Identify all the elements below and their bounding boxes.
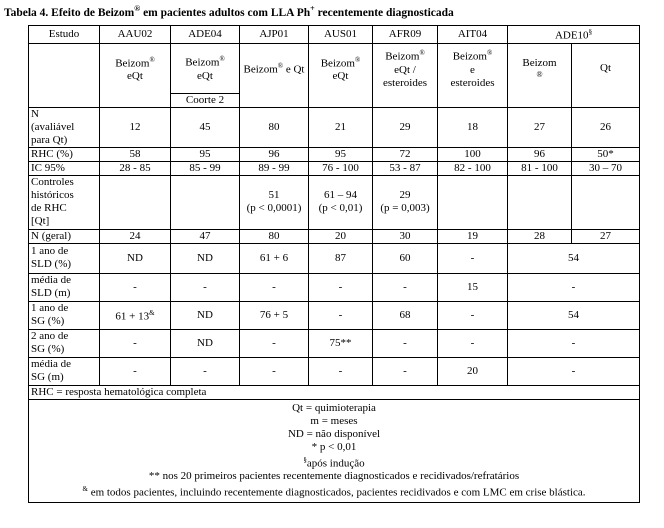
- caption-text: recentemente diagnosticada: [314, 7, 454, 19]
- cell-value: 54: [508, 301, 640, 329]
- arm-cell: [240, 43, 309, 93]
- row-label-line: (avaliável: [31, 120, 75, 133]
- cell-value: -: [100, 273, 171, 301]
- cell-value: ND: [171, 329, 240, 357]
- blank-cell: [438, 93, 508, 107]
- row-label-line: SG (%): [31, 315, 65, 328]
- cell-value: 19: [438, 229, 508, 243]
- arm-text: Beizom: [320, 57, 355, 70]
- arm-text: eQt: [197, 69, 213, 82]
- cell-value: 95: [171, 147, 240, 161]
- header-study-ade10: [508, 26, 640, 44]
- row-label-line: [Qt]: [31, 215, 50, 228]
- caption-text: em pacientes adultos com LLA Ph: [140, 7, 311, 19]
- blank-cell: [29, 43, 100, 93]
- cell-value: 68: [373, 301, 438, 329]
- cell-value: [100, 301, 171, 329]
- cell-value: 81 - 100: [508, 161, 572, 175]
- cell-value: -: [373, 273, 438, 301]
- row-label-line: 1 ano de: [31, 245, 69, 258]
- cell-line: (p = 0,003): [380, 202, 430, 215]
- arm-text: Beizom: [452, 50, 487, 63]
- row-label: [29, 107, 100, 147]
- arm-text: Qt: [600, 61, 611, 74]
- cell-value: 50*: [572, 147, 640, 161]
- row-label-line: para Qt): [31, 133, 68, 146]
- cell-value: 45: [171, 107, 240, 147]
- footnote-row: [29, 399, 640, 502]
- cell-line: (p < 0,01): [318, 202, 363, 215]
- blank-cell: [240, 93, 309, 107]
- cell-value: 29: [373, 107, 438, 147]
- cell-value: 26: [572, 107, 640, 147]
- cell-line: 61 – 94: [324, 189, 357, 202]
- blank-cell: [572, 175, 640, 229]
- table-row: [29, 243, 640, 273]
- row-label-line: média de: [31, 274, 72, 287]
- footnotes: [29, 399, 640, 502]
- reg-mark: ®: [219, 55, 225, 64]
- row-label-line: Controles: [31, 176, 74, 189]
- row-label-line: 2 ano de: [31, 330, 69, 343]
- cell-value: 76 + 5: [240, 301, 309, 329]
- cell-value: -: [373, 357, 438, 385]
- reg-mark: ®: [277, 62, 284, 71]
- cell-value: ND: [100, 243, 171, 273]
- caption-text: Tabela 4. Efeito de Beizom: [4, 7, 135, 19]
- arm-text: Beizom: [243, 63, 278, 76]
- row-label-line: SLD (%): [31, 258, 72, 271]
- cell-value: 21: [309, 107, 373, 147]
- cell-value: 60: [373, 243, 438, 273]
- row-label-line: N: [31, 107, 39, 120]
- cell-value: 24: [100, 229, 171, 243]
- blank-cell: [100, 93, 171, 107]
- arm-text: eQt /: [394, 63, 416, 76]
- cell-value: -: [508, 357, 640, 385]
- arm-text: e: [470, 63, 475, 76]
- row-label: [29, 243, 100, 273]
- cell-value: 12: [100, 107, 171, 147]
- arm-text: eQt: [127, 70, 143, 83]
- arm-cell: [508, 43, 572, 93]
- arm-text: esteroides: [450, 76, 495, 89]
- table-row: [29, 329, 640, 357]
- footnote-line: [31, 454, 637, 471]
- section-mark: §: [303, 455, 307, 464]
- note-rhc: RHC = resposta hematológica completa: [29, 385, 640, 399]
- row-label: [29, 175, 100, 229]
- cell-value: 27: [572, 229, 640, 243]
- arm-cell: [572, 43, 640, 93]
- cell-value: 96: [240, 147, 309, 161]
- cell-value: 28 - 85: [100, 161, 171, 175]
- blank-cell: [572, 93, 640, 107]
- footnote-line: ND = não disponível: [287, 427, 381, 440]
- reg-mark: ®: [536, 70, 543, 80]
- cell-value: 30: [373, 229, 438, 243]
- table-caption: [4, 6, 660, 20]
- footnote-text: em todos pacientes, incluindo recentemente diagnosticados, pacientes recidivados e com LMC em crise blástica.: [87, 486, 586, 499]
- table-header-row: [29, 26, 640, 44]
- cell-value: -: [438, 329, 508, 357]
- cell-value: -: [309, 357, 373, 385]
- cell-value: 80: [240, 107, 309, 147]
- cell-value: 89 - 99: [240, 161, 309, 175]
- cell-value: 76 - 100: [309, 161, 373, 175]
- row-label-line: SLD (m): [31, 287, 71, 300]
- results-table: [28, 25, 640, 503]
- cell-value: 61 + 6: [240, 243, 309, 273]
- row-label-line: históricos: [31, 189, 74, 202]
- reg-mark: ®: [419, 49, 425, 58]
- table-row: [29, 229, 640, 243]
- header-estudo: Estudo: [29, 26, 100, 44]
- arm-cell: [309, 43, 373, 93]
- cell-value: 20: [309, 229, 373, 243]
- cell-value: 18: [438, 107, 508, 147]
- row-label: [29, 301, 100, 329]
- arm-text: Beizom: [185, 56, 220, 69]
- cell-value: ND: [171, 243, 240, 273]
- cell-value: 30 – 70: [572, 161, 640, 175]
- row-label: [29, 357, 100, 385]
- footnote-line: m = meses: [310, 414, 358, 427]
- cell-value: 85 - 99: [171, 161, 240, 175]
- footnote-text: após indução: [306, 457, 365, 470]
- amp-mark: &: [82, 485, 88, 494]
- row-label-line: 1 ano de: [31, 302, 69, 315]
- table-row: [29, 107, 640, 147]
- cell-value: -: [438, 243, 508, 273]
- reg-mark: ®: [149, 55, 155, 64]
- cell-line: 29: [399, 189, 411, 202]
- reg-mark: ®: [486, 49, 493, 58]
- row-label-line: de RHC: [31, 202, 67, 215]
- arm-text: esteroides: [383, 76, 427, 89]
- table-row: [29, 175, 640, 229]
- cell-value: 95: [309, 147, 373, 161]
- cell-value: 87: [309, 243, 373, 273]
- cell-value: 47: [171, 229, 240, 243]
- cell-value: 82 - 100: [438, 161, 508, 175]
- section-mark: §: [588, 28, 593, 36]
- row-label: IC 95%: [29, 161, 100, 175]
- cell-value: 28: [508, 229, 572, 243]
- header-study: AUS01: [309, 26, 373, 44]
- cell-value: 54: [508, 243, 640, 273]
- footnote-line: Qt = quimioterapia: [292, 401, 376, 414]
- cell-value: [240, 175, 309, 229]
- cell-value: -: [171, 357, 240, 385]
- blank-cell: [100, 175, 171, 229]
- caption-reg-mark: ®: [134, 4, 141, 14]
- cell-value: -: [240, 329, 309, 357]
- cell-value: -: [171, 273, 240, 301]
- coorte-cell: Coorte 2: [171, 93, 240, 107]
- cell-value: 27: [508, 107, 572, 147]
- cell-value: [373, 175, 438, 229]
- table-row: [29, 273, 640, 301]
- header-study: AJP01: [240, 26, 309, 44]
- caption-plus-mark: +: [310, 4, 315, 14]
- row-label: [29, 273, 100, 301]
- row-label-line: SG (m): [31, 371, 64, 384]
- table-row-coorte: [29, 93, 640, 107]
- amp-mark: &: [149, 308, 155, 317]
- arm-text: Beizom: [385, 50, 420, 63]
- header-study: ADE04: [171, 26, 240, 44]
- row-label: RHC (%): [29, 147, 100, 161]
- blank-cell: [29, 93, 100, 107]
- cell-value: 58: [100, 147, 171, 161]
- cell-value: 72: [373, 147, 438, 161]
- footnote-line: * p < 0,01: [311, 440, 357, 453]
- cell-line: 51: [268, 189, 280, 202]
- arm-text: Beizom: [522, 57, 557, 70]
- blank-cell: [438, 175, 508, 229]
- blank-cell: [373, 93, 438, 107]
- cell-value: [309, 175, 373, 229]
- table-row: [29, 301, 640, 329]
- cell-line: (p < 0,0001): [246, 202, 302, 215]
- table-row: [29, 147, 640, 161]
- header-study: AAU02: [100, 26, 171, 44]
- cell-value: -: [373, 329, 438, 357]
- cell-value: 75**: [309, 329, 373, 357]
- table-row: [29, 357, 640, 385]
- cell-value: 20: [438, 357, 508, 385]
- arm-text: eQt: [332, 70, 349, 83]
- arm-cell: [171, 43, 240, 93]
- cell-value: -: [309, 273, 373, 301]
- cell-value: -: [508, 329, 640, 357]
- row-label-line: média de: [31, 358, 72, 371]
- arm-cell: [100, 43, 171, 93]
- header-study: ADE10: [554, 29, 589, 42]
- cell-value: -: [240, 357, 309, 385]
- row-label-line: SG (%): [31, 343, 65, 356]
- arm-text: e Qt: [283, 63, 305, 76]
- cell-value: ND: [171, 301, 240, 329]
- blank-cell: [171, 175, 240, 229]
- cell-value: 100: [438, 147, 508, 161]
- table-row-arms: [29, 43, 640, 93]
- table-row: [29, 161, 640, 175]
- arm-text: Beizom: [115, 57, 150, 70]
- arm-cell: [438, 43, 508, 93]
- footnote-line: ** nos 20 primeiros pacientes recentemente diagnosticados e recidivados/refratários: [148, 470, 520, 483]
- cell-text: 61 + 13: [115, 310, 150, 323]
- cell-value: -: [240, 273, 309, 301]
- cell-value: 53 - 87: [373, 161, 438, 175]
- note-row: [29, 385, 640, 399]
- header-study: AFR09: [373, 26, 438, 44]
- footnote-line: [31, 483, 637, 500]
- cell-value: 80: [240, 229, 309, 243]
- cell-value: -: [100, 357, 171, 385]
- blank-cell: [508, 93, 572, 107]
- arm-cell: [373, 43, 438, 93]
- row-label: [29, 329, 100, 357]
- cell-value: 96: [508, 147, 572, 161]
- cell-value: -: [508, 273, 640, 301]
- blank-cell: [508, 175, 572, 229]
- cell-value: -: [309, 301, 373, 329]
- header-study: AIT04: [438, 26, 508, 44]
- cell-value: -: [438, 301, 508, 329]
- reg-mark: ®: [354, 55, 361, 64]
- cell-value: -: [100, 329, 171, 357]
- cell-value: 15: [438, 273, 508, 301]
- row-label: N (geral): [29, 229, 100, 243]
- blank-cell: [309, 93, 373, 107]
